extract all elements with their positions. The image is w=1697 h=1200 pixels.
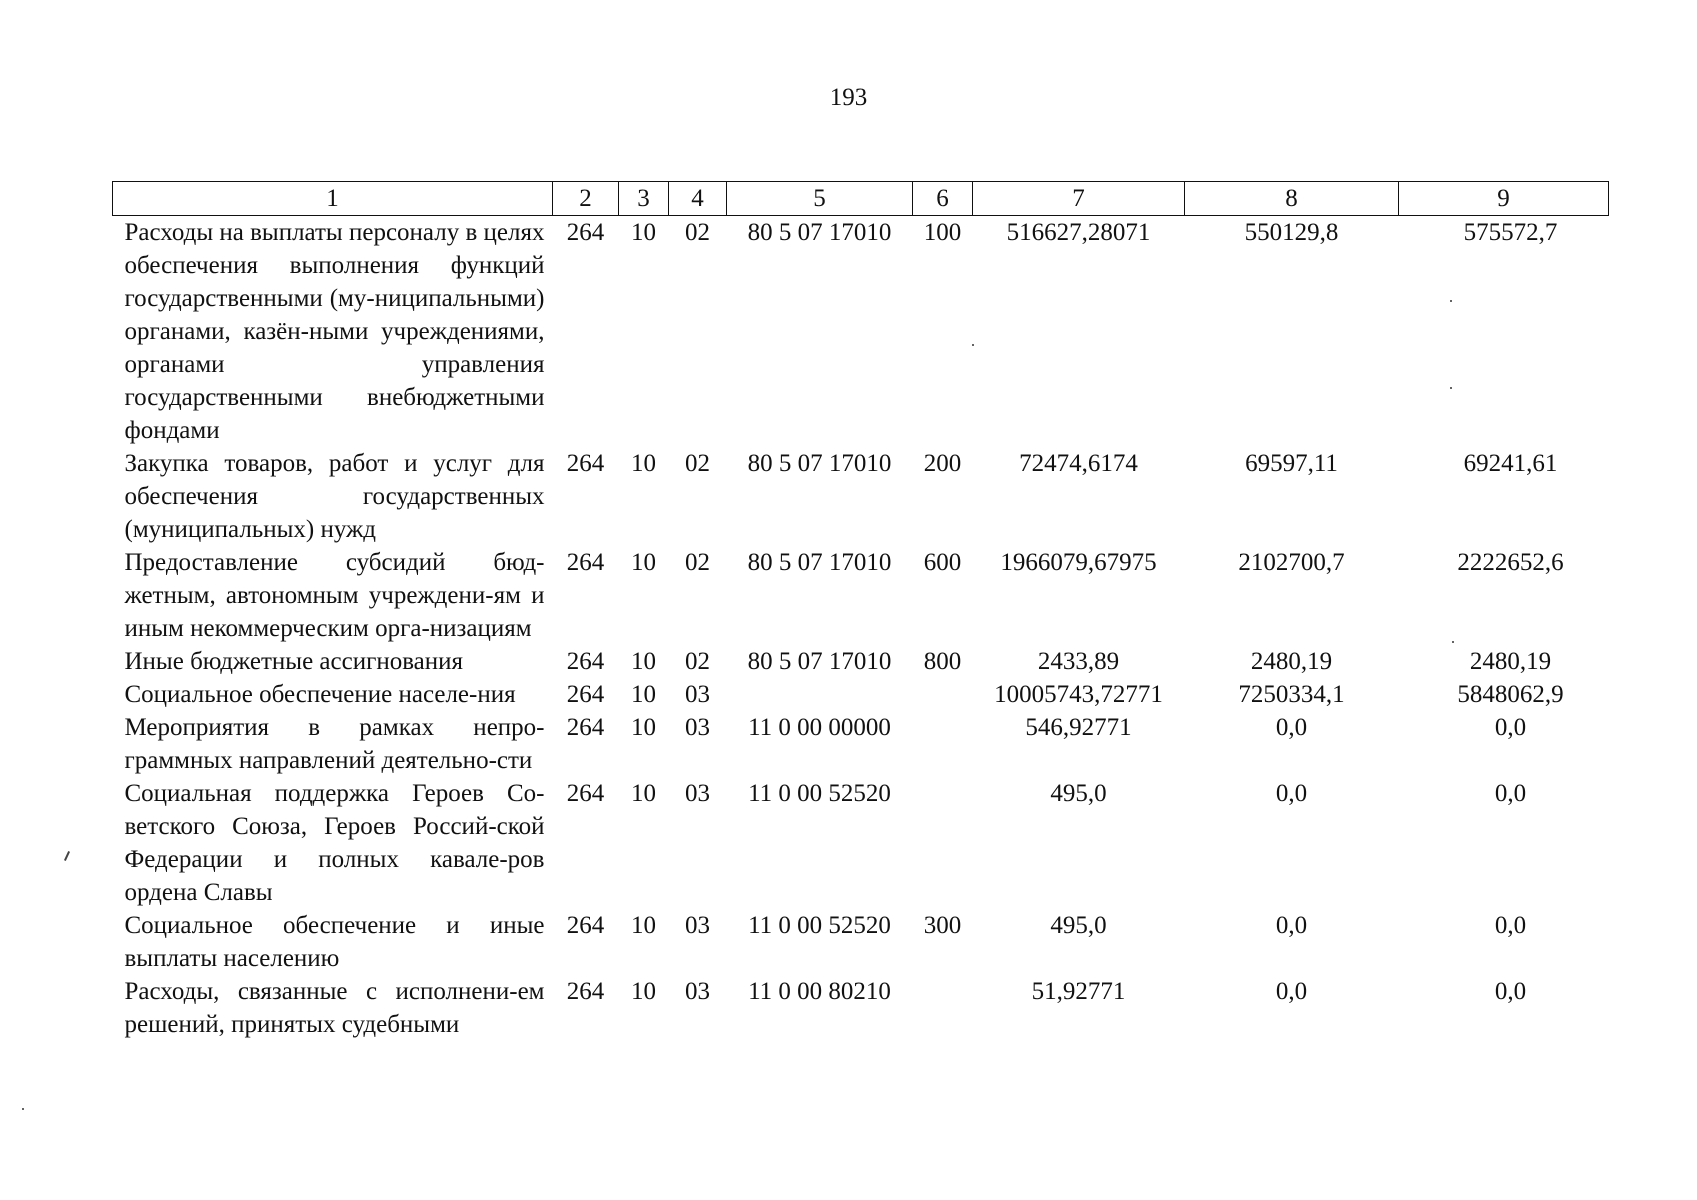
cell-c5: 80 5 07 17010: [747, 219, 892, 246]
cell-c2: 264: [566, 450, 605, 477]
cell-name: Закупка товаров, работ и услуг для обеспечения государственных (муниципальных) нужд: [124, 450, 545, 543]
cell-c4: 02: [685, 450, 710, 477]
cell-c5: 80 5 07 17010: [747, 450, 892, 477]
cell-c9: 2222652,6: [1457, 549, 1564, 576]
cell-name: Расходы, связанные с исполнени-ем решений, принятых судебными: [124, 978, 545, 1038]
cell-c2: 264: [566, 912, 605, 939]
scan-speck: [1450, 387, 1452, 389]
cell-c7: 2433,89: [1037, 648, 1120, 675]
cell-c6: [913, 711, 973, 777]
col-header-8: 8: [1185, 182, 1399, 216]
cell-c4: 03: [685, 714, 710, 741]
scan-mark: [64, 851, 70, 861]
cell-c7: 72474,6174: [1019, 450, 1138, 477]
cell-name: Социальная поддержка Героев Со-ветского Союза, Героев Россий-ской Федерации и полных кавале-ров ордена Славы: [124, 780, 545, 906]
cell-c8: 69597,11: [1245, 450, 1338, 477]
cell-c9: 2480,19: [1469, 648, 1552, 675]
cell-c9: 0,0: [1494, 912, 1527, 939]
scan-speck: [1452, 641, 1454, 643]
cell-c9: 575572,7: [1463, 219, 1558, 246]
col-header-3: 3: [619, 182, 669, 216]
cell-c3: 10: [631, 714, 656, 741]
cell-c9: 69241,61: [1463, 450, 1558, 477]
cell-name: Расходы на выплаты персоналу в целях обеспечения выполнения функций государственными (му-ниципальными) органами, казён-ными учреждениями, органами управления государственными внебюджетными фондами: [124, 219, 545, 444]
cell-c2: 264: [566, 681, 605, 708]
cell-c6: 800: [923, 648, 962, 675]
scan-speck: [972, 344, 974, 346]
cell-c3: 10: [631, 219, 656, 246]
cell-c6: [913, 975, 973, 1041]
cell-name: Мероприятия в рамках непро-граммных направлений деятельно-сти: [124, 714, 545, 774]
cell-c4: 02: [685, 219, 710, 246]
table-row: [113, 645, 1609, 678]
cell-c8: 2102700,7: [1238, 549, 1345, 576]
scan-speck: [1450, 300, 1452, 302]
cell-c2: 264: [566, 219, 605, 246]
cell-c8: 0,0: [1275, 978, 1308, 1005]
cell-c6: 100: [923, 219, 962, 246]
cell-c5: 80 5 07 17010: [747, 648, 892, 675]
col-header-5: 5: [727, 182, 913, 216]
col-header-6: 6: [913, 182, 973, 216]
cell-c5: [727, 678, 913, 711]
cell-c7: 495,0: [1050, 912, 1107, 939]
cell-c7: 51,92771: [1031, 978, 1126, 1005]
cell-c6: 300: [923, 912, 962, 939]
table-row: [113, 447, 1609, 546]
table-row: [113, 216, 1609, 448]
cell-name: Иные бюджетные ассигнования: [124, 648, 464, 675]
cell-c8: 7250334,1: [1238, 681, 1345, 708]
cell-c3: 10: [631, 780, 656, 807]
cell-c2: 264: [566, 978, 605, 1005]
col-header-7: 7: [973, 182, 1185, 216]
cell-c7: 10005743,72771: [994, 681, 1163, 708]
cell-c6: [913, 678, 973, 711]
col-header-1: 1: [113, 182, 553, 216]
col-header-9: 9: [1399, 182, 1609, 216]
table-row: [113, 975, 1609, 1041]
cell-c4: 02: [685, 648, 710, 675]
cell-c9: 0,0: [1494, 978, 1527, 1005]
table-row: [113, 711, 1609, 777]
cell-c7: 495,0: [1050, 780, 1107, 807]
cell-c4: 03: [685, 780, 710, 807]
cell-c8: 0,0: [1275, 912, 1308, 939]
cell-c7: 516627,28071: [1006, 219, 1151, 246]
cell-c4: 02: [685, 549, 710, 576]
cell-c3: 10: [631, 648, 656, 675]
cell-c2: 264: [566, 780, 605, 807]
cell-c6: 600: [923, 549, 962, 576]
cell-c3: 10: [631, 549, 656, 576]
cell-c5: 11 0 00 80210: [748, 978, 891, 1005]
cell-c9: 5848062,9: [1457, 681, 1564, 708]
cell-c8: 0,0: [1275, 714, 1308, 741]
scan-speck: [22, 1108, 24, 1110]
cell-c5: 11 0 00 52520: [748, 912, 891, 939]
cell-c8: 2480,19: [1250, 648, 1333, 675]
cell-name: Предоставление субсидий бюд-жетным, автономным учреждени-ям и иным некоммерческим орга-низациям: [124, 549, 545, 642]
cell-c3: 10: [631, 450, 656, 477]
cell-c3: 10: [631, 978, 656, 1005]
cell-name: Социальное обеспечение и иные выплаты населению: [124, 912, 545, 972]
table-row: [113, 678, 1609, 711]
cell-c9: 0,0: [1494, 714, 1527, 741]
cell-c8: 0,0: [1275, 780, 1308, 807]
budget-table: [112, 181, 1609, 1041]
cell-name: Социальное обеспечение населе-ния: [124, 681, 516, 708]
table-row: [113, 777, 1609, 909]
page-number: 193: [829, 84, 868, 111]
cell-c4: 03: [685, 681, 710, 708]
table-row: [113, 546, 1609, 645]
col-header-4: 4: [669, 182, 727, 216]
cell-c4: 03: [685, 912, 710, 939]
cell-c2: 264: [566, 714, 605, 741]
cell-c6: 200: [923, 450, 962, 477]
cell-c5: 80 5 07 17010: [747, 549, 892, 576]
cell-c7: 546,92771: [1025, 714, 1132, 741]
cell-c9: 0,0: [1494, 780, 1527, 807]
cell-c5: 11 0 00 00000: [748, 714, 891, 741]
header-row: [113, 182, 1609, 216]
cell-c3: 10: [631, 912, 656, 939]
cell-c2: 264: [566, 648, 605, 675]
table-row: [113, 909, 1609, 975]
cell-c3: 10: [631, 681, 656, 708]
cell-c8: 550129,8: [1244, 219, 1339, 246]
cell-c4: 03: [685, 978, 710, 1005]
cell-c6: [913, 777, 973, 909]
cell-c7: 1966079,67975: [1000, 549, 1157, 576]
col-header-2: 2: [553, 182, 619, 216]
cell-c2: 264: [566, 549, 605, 576]
cell-c5: 11 0 00 52520: [748, 780, 891, 807]
